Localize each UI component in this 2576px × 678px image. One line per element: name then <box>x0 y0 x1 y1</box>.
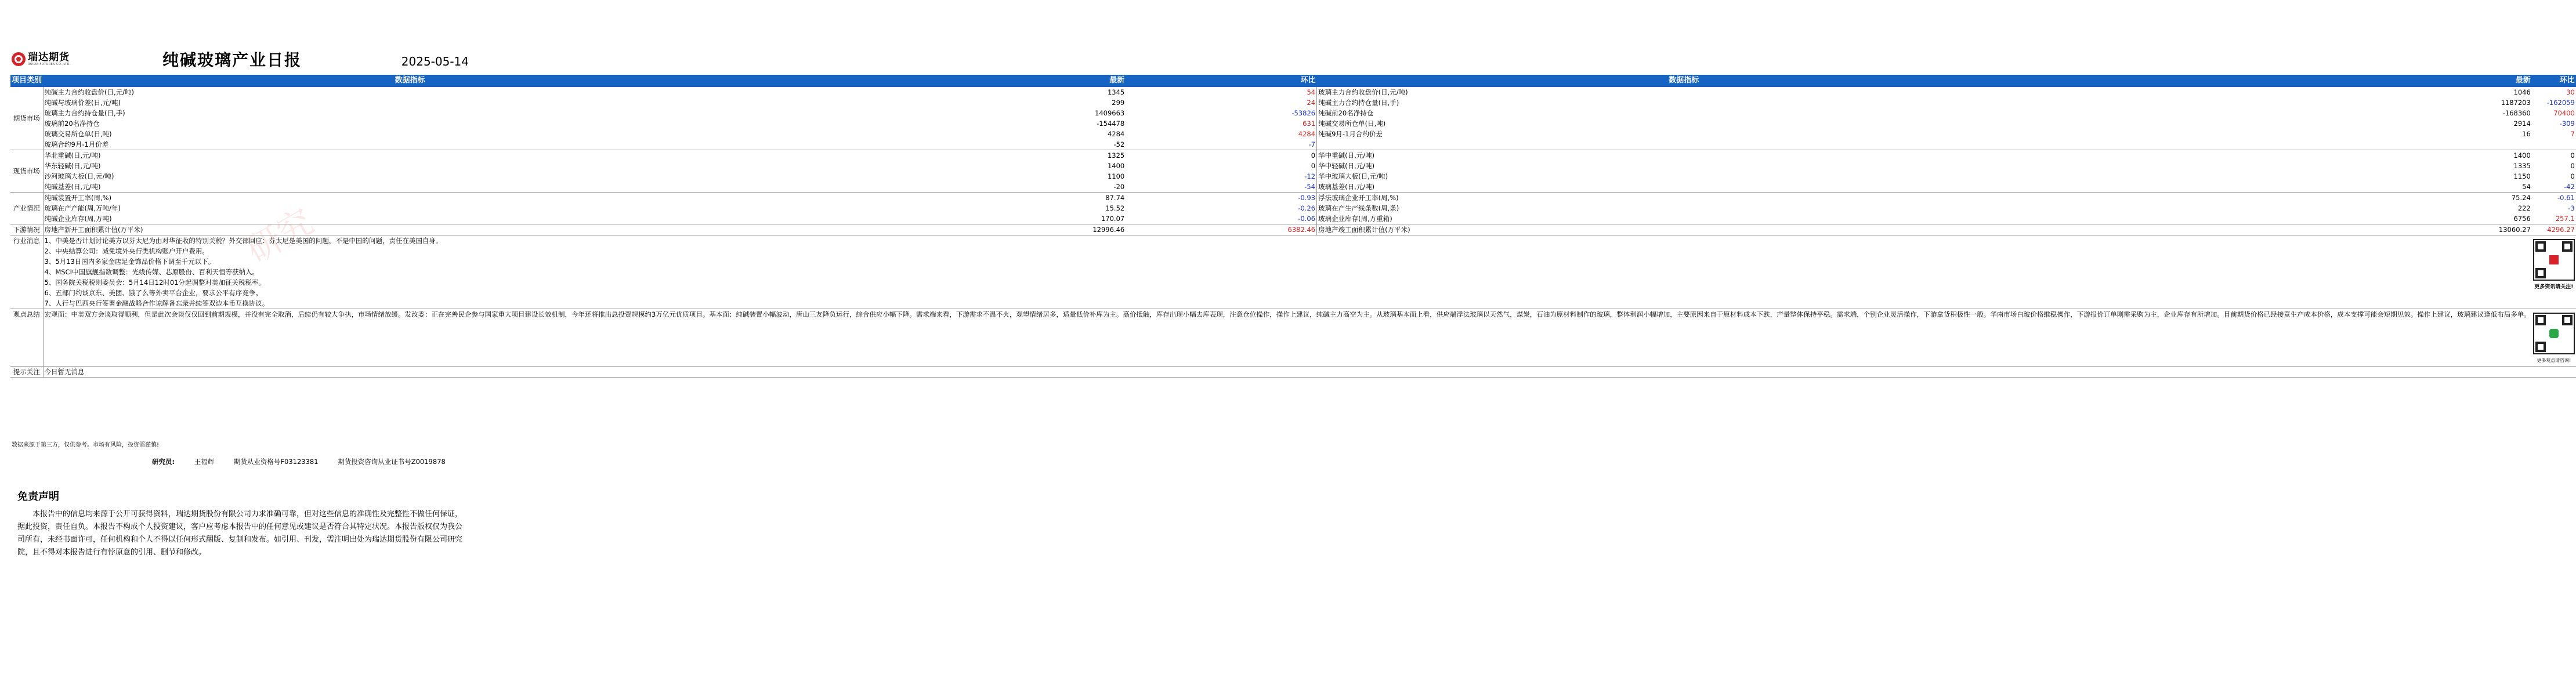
latest-value: -154478 <box>1097 119 1125 128</box>
tips-row <box>10 367 2576 378</box>
indicator-name: 玻璃合约9月-1月价差 <box>43 139 777 150</box>
section-category: 现货市场 <box>10 150 43 193</box>
table-header-row <box>10 75 2576 86</box>
indicator-name: 纯碱装置开工率(周,%) <box>44 194 112 202</box>
view-qr-cell <box>2532 309 2576 367</box>
latest-value: 1335 <box>2513 162 2531 170</box>
indicator-name: 玻璃企业库存(周,万重箱) <box>1317 213 2051 224</box>
tips-category: 提示关注 <box>10 367 43 378</box>
change-value: 7 <box>2570 130 2575 138</box>
latest-value: 12996.46 <box>777 224 1126 235</box>
indicator-name: 华北重碱(日,元/吨) <box>44 151 101 159</box>
indicator-name: 浮法玻璃企业开工率(周,%) <box>1317 193 2051 204</box>
table-row <box>10 97 2576 108</box>
change-value: -309 <box>2559 119 2575 128</box>
indicator-name: 华中轻碱(日,元/吨) <box>1317 161 2051 171</box>
table-row <box>10 86 2576 97</box>
logo-icon <box>12 52 26 66</box>
news-item: 7、人行与巴西央行签署金融战略合作谅解备忘录并续签双边本币互换协议。 <box>44 299 269 307</box>
qr-caption: 更多资讯请关注! <box>2534 284 2574 290</box>
latest-value: 4284 <box>1107 130 1125 138</box>
change-value: -3 <box>2568 204 2575 212</box>
header-change-2: 环比 <box>2532 75 2576 86</box>
change-value: -0.06 <box>1126 213 1316 224</box>
indicator-name: 华东轻碱(日,元/吨) <box>44 162 101 170</box>
indicator-name: 华中重碱(日,元/吨) <box>1317 150 2051 161</box>
header-latest-2: 最新 <box>2051 75 2532 86</box>
change-value <box>2532 139 2576 150</box>
header-latest: 最新 <box>777 75 1126 86</box>
latest-value: 1187203 <box>2501 99 2531 107</box>
section-category: 产业情况 <box>10 193 43 224</box>
latest-value: 1400 <box>2513 151 2531 159</box>
logo-text: 瑞达期货 <box>28 52 70 63</box>
indicator-name: 纯碱9月-1月合约价差 <box>1317 129 2051 139</box>
latest-value: 1046 <box>2513 88 2531 96</box>
indicator-name: 玻璃前20名净持仓 <box>44 119 100 128</box>
table-row <box>10 203 2576 213</box>
disclaimer-text: 本报告中的信息均来源于公开可获得资料，瑞达期货股份有限公司力求准确可靠，但对这些信息的准确性及完整性不做任何保证，据此投资，责任自负。本报告不构成个人投资建议，客户应考虑本报告中的任何意见或建议是否符合其特定状况。本报告版权仅为我公司所有，未经书面许可，任何机构和个人不得以任何形式翻版、复制和发布。如引用、刊发，需注明出处为瑞达期货股份有限公司研究院，且不得对本报告进行有悖原意的引用、删节和修改。 <box>17 510 463 557</box>
table-row <box>10 139 2576 150</box>
latest-value: -168360 <box>2502 109 2531 117</box>
table-row <box>10 224 2576 235</box>
change-value: -0.61 <box>2557 194 2575 202</box>
indicator-name <box>1317 139 2051 150</box>
view-category: 观点总结 <box>10 309 43 367</box>
view-qr-caption: 更多观点请咨询! <box>2537 358 2571 363</box>
latest-value: 13060.27 <box>2051 224 2532 235</box>
latest-value: 54 <box>2051 182 2532 193</box>
latest-value: 1100 <box>1107 172 1125 180</box>
researcher-name: 王福辉 <box>194 458 215 466</box>
header-change: 环比 <box>1126 75 1316 86</box>
latest-value: -52 <box>777 139 1126 150</box>
report-title: 纯碱玻璃产业日报 <box>162 50 302 70</box>
view-row <box>10 309 2576 367</box>
news-row <box>10 235 2576 309</box>
data-source-note: 数据来源于第三方，仅供参考。市场有风险，投资需谨慎! <box>12 442 160 448</box>
change-value: 24 <box>1307 99 1316 107</box>
indicator-name: 纯碱主力合约收盘价(日,元/吨) <box>44 88 135 96</box>
indicator-name: 房地产新开工面积累计值(万平米) <box>43 224 777 235</box>
change-value: -0.26 <box>1298 204 1316 212</box>
change-value: 70400 <box>2553 109 2575 117</box>
watermark: 研究 <box>240 201 320 271</box>
section-category: 下游情况 <box>10 224 43 235</box>
indicator-name: 玻璃交易所仓单(日,吨) <box>44 130 112 138</box>
news-category: 行业消息 <box>10 235 43 309</box>
table-row <box>10 108 2576 118</box>
researcher-info <box>152 457 463 466</box>
news-item: 6、五部门约谈京东、美团、饿了么等外卖平台企业，要求公平有序竞争。 <box>44 289 262 297</box>
change-value: -0.93 <box>1298 194 1316 202</box>
change-value: 4296.27 <box>2532 224 2576 235</box>
change-value: 631 <box>1303 119 1316 128</box>
table-row <box>10 193 2576 204</box>
table-row <box>10 171 2576 182</box>
latest-value: 15.52 <box>1105 204 1125 212</box>
latest-value: 299 <box>1112 99 1125 107</box>
indicator-name: 纯碱企业库存(周,万吨) <box>43 213 777 224</box>
indicator-name: 沙河玻璃大板(日,元/吨) <box>44 172 114 180</box>
indicator-name: 房地产竣工面积累计值(万平米) <box>1317 224 2051 235</box>
tips-text: 今日暂无消息 <box>43 367 2576 378</box>
latest-value: 2914 <box>2513 119 2531 128</box>
latest-value: 1400 <box>1107 162 1125 170</box>
indicator-name: 玻璃主力合约收盘价(日,元/吨) <box>1317 86 2051 97</box>
table-row <box>10 150 2576 161</box>
change-value: -54 <box>1126 182 1316 193</box>
indicator-name: 玻璃主力合约持仓量(日,手) <box>44 109 125 117</box>
indicator-name: 玻璃在产产能(周,万吨/年) <box>44 204 121 212</box>
latest-value: 222 <box>2517 204 2531 212</box>
change-value: 0 <box>2570 162 2575 170</box>
latest-value: 1409663 <box>1095 109 1125 117</box>
consulting-license: 期货投资咨询从业证书号Z0019878 <box>338 458 446 466</box>
section-category: 期货市场 <box>10 86 43 150</box>
latest-value: 1150 <box>2513 172 2531 180</box>
researcher-label: 研究员: <box>152 458 175 466</box>
news-list <box>43 235 2532 309</box>
change-value: 0 <box>2570 172 2575 180</box>
change-value: 257.1 <box>2532 213 2576 224</box>
disclaimer-title: 免责声明 <box>17 491 59 503</box>
data-table <box>10 75 2576 378</box>
latest-value: 6756 <box>2051 213 2532 224</box>
change-value: 30 <box>2566 88 2575 96</box>
qr-code-icon <box>2533 239 2575 281</box>
header-indicator-2: 数据指标 <box>1317 75 2051 86</box>
indicator-name: 华中玻璃大板(日,元/吨) <box>1317 171 2051 182</box>
change-value: -162059 <box>2546 99 2575 107</box>
table-row <box>10 129 2576 139</box>
change-value: 6382.46 <box>1126 224 1316 235</box>
report-header <box>10 48 469 73</box>
latest-value: 170.07 <box>777 213 1126 224</box>
indicator-name: 纯碱前20名净持仓 <box>1317 108 2051 118</box>
license-number: 期货从业资格号F03123381 <box>233 458 319 466</box>
table-row <box>10 161 2576 171</box>
change-value: -53826 <box>1291 109 1316 117</box>
indicator-name: 纯碱与玻璃价差(日,元/吨) <box>44 99 121 107</box>
news-item: 2、中央结算公司：减免境外央行类机构账户开户费用。 <box>44 247 209 255</box>
report-date: 2025-05-14 <box>401 55 469 68</box>
table-row <box>10 182 2576 193</box>
header-indicator: 数据指标 <box>43 75 777 86</box>
table-row <box>10 118 2576 129</box>
company-logo <box>12 52 71 66</box>
latest-value: -20 <box>777 182 1126 193</box>
change-value: 0 <box>1311 162 1316 170</box>
latest-value: 1345 <box>1107 88 1125 96</box>
indicator-name: 纯碱交易所仓单(日,吨) <box>1317 118 2051 129</box>
news-item: 3、5月13日国内多家金店足金饰品价格下调至千元以下。 <box>44 258 215 266</box>
news-qr-cell <box>2532 235 2576 309</box>
latest-value <box>2051 139 2532 150</box>
latest-value: 75.24 <box>2511 194 2531 202</box>
change-value: 0 <box>2570 151 2575 159</box>
wechat-qr-icon <box>2533 313 2575 354</box>
news-item: 5、国务院关税税则委员会：5月14日12时01分起调整对美加征关税税率。 <box>44 278 266 287</box>
indicator-name: 玻璃基差(日,元/吨) <box>1317 182 2051 193</box>
news-item: 4、MSCI中国旗舰指数调整：光线传媒、芯原股份、百利天恒等获纳入。 <box>44 268 259 276</box>
table-row <box>10 213 2576 224</box>
indicator-name: 玻璃在产生产线条数(周,条) <box>1317 203 2051 213</box>
indicator-name: 纯碱基差(日,元/吨) <box>43 182 777 193</box>
latest-value: 1325 <box>1107 151 1125 159</box>
view-text: 宏观面：中美双方会谈取得顺利，但是此次会谈仅仅回到前期规模，并没有完全取消，后续仍有较大争执，市场情绪放缓。发改委：正在完善民企参与国家重大项目建设长效机制，今年还将推出总投资规模约3万亿元优质项目。基本面：纯碱装置小幅波动，唐山三友降负运行，综合供应小幅下降。需求端来看，下游需求不温不火，观望情绪居多，适量低价补库为主。高价抵触，库存出现小幅去库表现，注意仓位操作，操作上建议，纯碱主力高空为主。从玻璃基本面上看，供应端浮法玻璃以天然气，煤炭，石油为原材料制作的玻璃，整体利润小幅增加，主要原因来自于原材料成本下跌，产量整体保持平稳。需求端，个别企业灵活操作，下游拿货积极性一般。华南市场白玻价格维稳操作，下游报价订单刚需采购为主，企业库存有所增加。目前期货价格已经接竟生产成本价格，成本支撑可能会短期见效。操作上建议，玻璃建议逢低布局多单。 <box>43 309 2532 367</box>
change-value: -7 <box>1126 139 1316 150</box>
change-value: -42 <box>2532 182 2576 193</box>
logo-subtext: RUIDA FUTURES CO.,LTD. <box>28 63 71 66</box>
header-category: 项目类别 <box>10 75 43 86</box>
news-item: 1、中美是否计划讨论美方以芬太尼为由对华征收的特别关税？外交部回应：芬太尼是美国的问题，不是中国的问题，责任在美国自身。 <box>44 237 443 245</box>
indicator-name: 纯碱主力合约持仓量(日,手) <box>1317 97 2051 108</box>
change-value: 4284 <box>1298 130 1316 138</box>
latest-value: 87.74 <box>1105 194 1125 202</box>
change-value: 54 <box>1307 88 1316 96</box>
change-value: -12 <box>1304 172 1316 180</box>
latest-value: 16 <box>2522 130 2531 138</box>
change-value: 0 <box>1311 151 1316 159</box>
